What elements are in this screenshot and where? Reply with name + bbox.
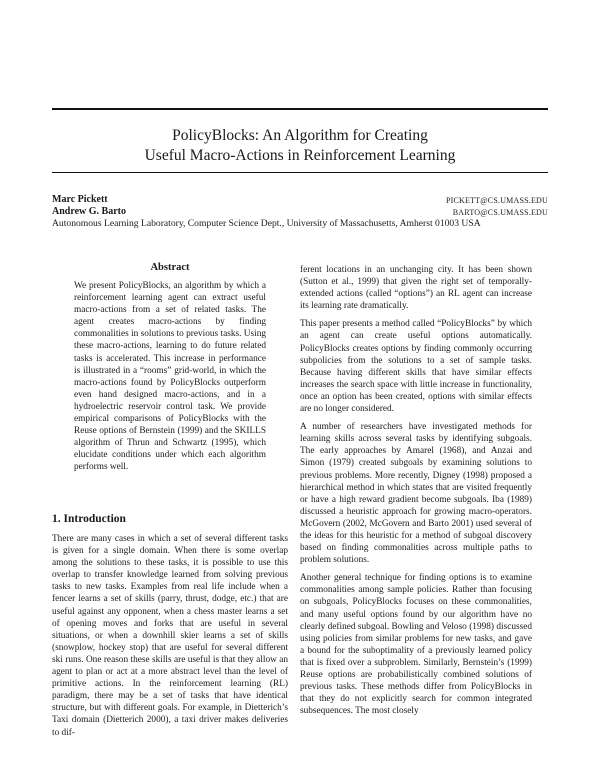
body-paragraph: ferent locations in an unchanging city. It has been shown (Sutton et al., 1999) that given the right set of temporally-extended actions (called “options”) an RL agent can increase its learning rate dramatically. — [300, 265, 532, 312]
author-name: Marc Pickett — [52, 194, 108, 205]
body-paragraph: A number of researchers have investigated methods for learning skills across several tasks by identifying subgoals. The early approaches by Amarel (1968), and Anzai and Simon (1979) created subgoals by examining solutions to previous problems. More recently, Digney (1998) proposed a hierarchical method in which states that are visited frequently or have a high reward gradient become subgoals. Iba (1989) discussed a heuristic approach for growing macro-operators. McGovern (2002, McGovern and Barto 2001) used several of the ideas for this heuristic for a method of subgoal discovery based on finding commonalities across multiple paths to problem solutions. — [300, 422, 532, 566]
author-email: PICKETT@CS.UMASS.EDU — [445, 196, 548, 205]
abstract-text: We present PolicyBlocks, an algorithm by which a reinforcement learning agent can extract useful macro-actions from a set of related tasks. The agent creates macro-actions by finding commonalities in solutions to previous tasks. Using these macro-actions, learning to do future related tasks is accelerated. This increase in performance is illustrated in a “rooms” grid-world, in which the macro-actions found by PolicyBlocks outperform even hand designed macro-actions, and in a hydroelectric reservoir control task. We provide empirical comparisons of PolicyBlocks with the Reuse options of Bernstein (1999) and the SKILLS algorithm of Thrun and Schwartz (1995), which elucidate conditions under which each algorithm performs well. — [74, 281, 266, 473]
abstract-heading: Abstract — [150, 262, 190, 273]
top-rule — [52, 108, 548, 110]
body-paragraph: Another general technique for finding options is to examine commonalities among sample policies. Rather than focusing on subgoals, PolicyBlocks focuses on these commonalities, and many useful options found by our algorithm have no clearly defined subgoal. Bowling and Veloso (1998) discussed using policies from similar problems for new tasks, and gave a bound for the suboptimality of a previously learned policy that is fixed over a subproblem. Similarly, Bernstein’s (1999) Reuse options are probabilistically combined solutions of previous tasks. These methods differ from PolicyBlocks in that they do not explicitly search for common integrated subsequences. The most closely — [300, 573, 532, 717]
author-name: Andrew G. Barto — [52, 206, 126, 217]
author-email: BARTO@CS.UMASS.EDU — [452, 208, 548, 217]
section-heading: 1. Introduction — [52, 513, 126, 525]
bottom-rule — [52, 172, 548, 173]
affiliation: Autonomous Learning Laboratory, Computer Science Dept., University of Massachusetts, Amherst 01003 USA — [52, 218, 481, 229]
paper-title-line-1: PolicyBlocks: An Algorithm for Creating — [172, 127, 428, 144]
intro-paragraph: There are many cases in which a set of several different tasks is given for a single domain. When there is some overlap among the solutions to these tasks, it is possible to use this overlap to transfer knowledge learned from solving previous tasks to new tasks. Examples from real life include when a fencer learns a set of skills (parry, thrust, dodge, etc.) that are useful against any opponent, when a chess master learns a set of opening moves and forks that are useful in several situations, or when a downhill skier learns a set of skills (snowplow, hockey stop) that are useful for several different ski runs. One reason these skills are useful is that they allow an agent to plan or act at a more abstract level than the level of primitive actions. In the reinforcement learning (RL) paradigm, there may be a set of tasks that have identical structure, but with different goals. For example, in Dietterich’s Taxi domain (Dietterich 2000), a taxi driver makes deliveries to dif- — [52, 534, 288, 738]
right-column — [300, 264, 532, 723]
body-paragraph: This paper presents a method called “PolicyBlocks” by which an agent can create useful options automatically. PolicyBlocks creates options by finding commonly occurring subpolicies from the solutions to a set of sample tasks. Because having different skills that have similar effects increases the search space with little increase in functionality, once an option has been created, options with similar effects are no longer considered. — [300, 319, 532, 415]
paper-title-line-2: Useful Macro-Actions in Reinforcement Learning — [144, 147, 456, 164]
